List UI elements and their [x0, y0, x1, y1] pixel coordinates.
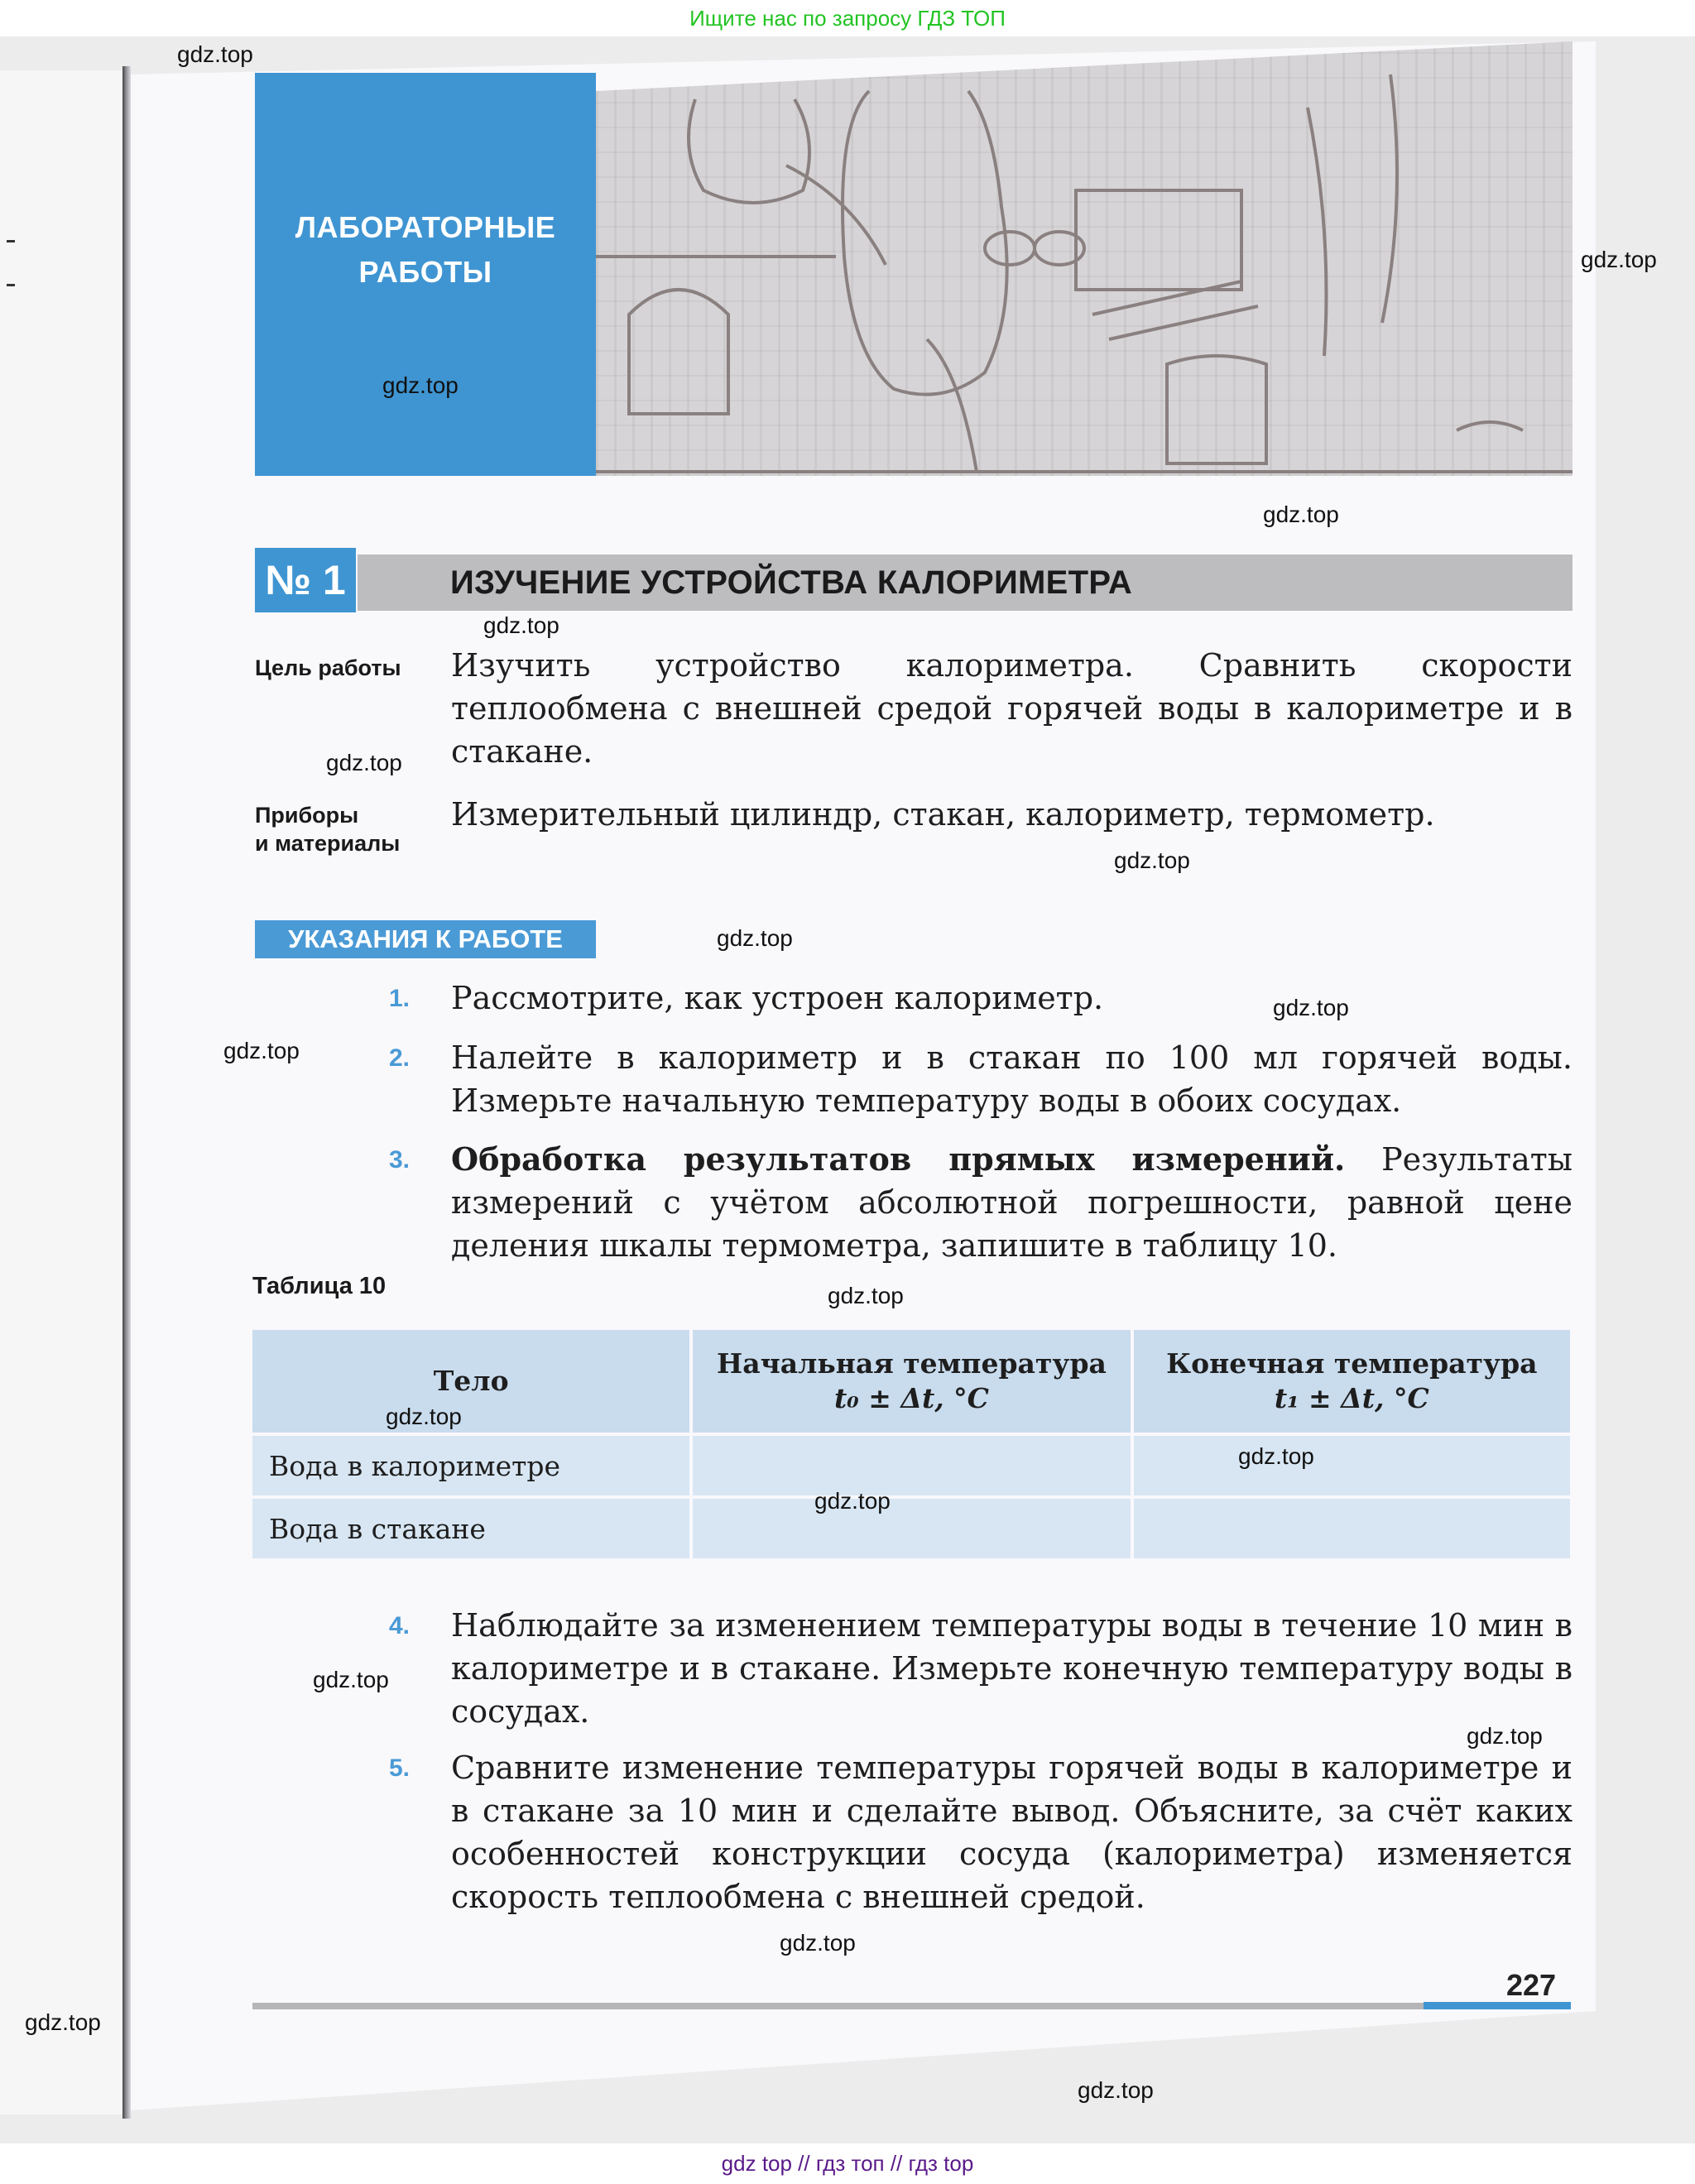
- step-number: 5.: [389, 1754, 411, 1782]
- footer-rule-accent: [1424, 2002, 1571, 2009]
- engraving-icon: [596, 41, 1573, 476]
- edge-mark: [7, 284, 15, 286]
- table-row: [252, 1499, 1570, 1558]
- cell-body: Вода в стакане: [252, 1499, 689, 1558]
- lab-title-bar: [358, 554, 1573, 611]
- watermark-text: gdz.top: [313, 1667, 389, 1692]
- edge-mark: [7, 240, 15, 242]
- cell-initial-temp[interactable]: [693, 1499, 1130, 1558]
- table-row: [252, 1436, 1570, 1495]
- watermark-text: gdz.top: [326, 750, 402, 775]
- cell-initial-temp[interactable]: [693, 1436, 1130, 1495]
- watermark-text: gdz.top: [1114, 847, 1190, 873]
- section-title: ЛАБОРАТОРНЫЕ РАБОТЫ: [295, 210, 556, 289]
- watermark-text: gdz.top: [814, 1488, 891, 1514]
- bottom-banner[interactable]: gdz top // гдз топ // гдз top: [0, 2143, 1695, 2184]
- step-4-text: Наблюдайте за изменением температуры воды в течение 10 мин в калориметре и в стакане. Измерьте конечную температуру воды в сосудах.: [451, 1607, 1573, 1730]
- watermark-text: gdz.top: [177, 41, 253, 67]
- table-caption: Таблица 10: [252, 1273, 387, 1299]
- step-number: 2.: [389, 1044, 411, 1072]
- lab-title: ИЗУЧЕНИЕ УСТРОЙСТВА КАЛОРИМЕТРА: [450, 564, 1133, 601]
- step-2-text: Налейте в калориметр и в стакан по 100 мл горячей воды. Измерьте начальную температуру воды в обоих сосудах.: [451, 1039, 1573, 1119]
- step-number: 4.: [389, 1612, 411, 1639]
- watermark-text: gdz.top: [1273, 995, 1349, 1020]
- left-page-edge: [0, 70, 124, 2114]
- watermark-text: gdz.top: [386, 1404, 462, 1429]
- top-banner[interactable]: Ищите нас по запросу ГДЗ ТОП: [0, 0, 1695, 36]
- page-number: 227: [1506, 1968, 1557, 2002]
- lab-number-badge: № 1: [255, 548, 356, 612]
- header-body: Тело: [252, 1330, 689, 1433]
- watermark-text: gdz.top: [223, 1038, 300, 1063]
- instructions-tag: УКАЗАНИЯ К РАБОТЕ: [255, 920, 596, 958]
- step-3-text: Обработка результатов прямых измерений. Результаты измерений с учётом абсолютной погрешности, равной цене деления шкалы термометра, запишите в таблицу 10.: [451, 1140, 1573, 1264]
- watermark-text: gdz.top: [25, 2009, 101, 2035]
- section-header-box: [255, 73, 596, 476]
- watermark-text: gdz.top: [1581, 247, 1657, 272]
- watermark-text: gdz.top: [1263, 502, 1339, 527]
- goal-text: Изучить устройство калориметра. Сравнить скорости теплообмена с внешней средой горячей воды в калориметре и в стакане.: [451, 647, 1573, 770]
- watermark-text: gdz.top: [1467, 1723, 1543, 1749]
- watermark-text: gdz.top: [717, 925, 793, 951]
- step-1-text: Рассмотрите, как устроен калориметр.: [451, 980, 1104, 1016]
- step-number: 3.: [389, 1146, 411, 1174]
- step-5-text: Сравните изменение температуры горячей воды в калориметре и в стакане за 10 мин и сделайте вывод. Объясните, за счёт каких особенностей конструкции сосуда (калориметра) изменяется скорость теплообмена с внешней средой.: [451, 1750, 1573, 1915]
- cell-body: Вода в калориметре: [252, 1436, 689, 1495]
- results-table: [249, 1327, 1573, 1562]
- materials-text: Измерительный цилиндр, стакан, калориметр, термометр.: [451, 796, 1435, 833]
- watermark-text: gdz.top: [483, 612, 559, 638]
- watermark-text: gdz.top: [828, 1283, 904, 1308]
- cell-final-temp[interactable]: [1134, 1499, 1570, 1558]
- watermark-text: gdz.top: [1238, 1443, 1314, 1469]
- header-final-temp: Конечная температура t₁ ± Δt, °C: [1134, 1330, 1570, 1433]
- book-spine: [122, 66, 131, 2119]
- cell-final-temp[interactable]: [1134, 1436, 1570, 1495]
- watermark-text: gdz.top: [780, 1930, 856, 1956]
- materials-label: Приборы и материалы: [255, 803, 401, 856]
- goal-label: Цель работы: [255, 655, 401, 680]
- footer-rule: [252, 2003, 1424, 2009]
- watermark-text: gdz.top: [382, 372, 459, 398]
- header-initial-temp: Начальная температура t₀ ± Δt, °C: [693, 1330, 1130, 1433]
- lab-engraving-illustration: [596, 41, 1573, 476]
- watermark-text: gdz.top: [1078, 2077, 1154, 2103]
- step-number: 1.: [389, 985, 411, 1012]
